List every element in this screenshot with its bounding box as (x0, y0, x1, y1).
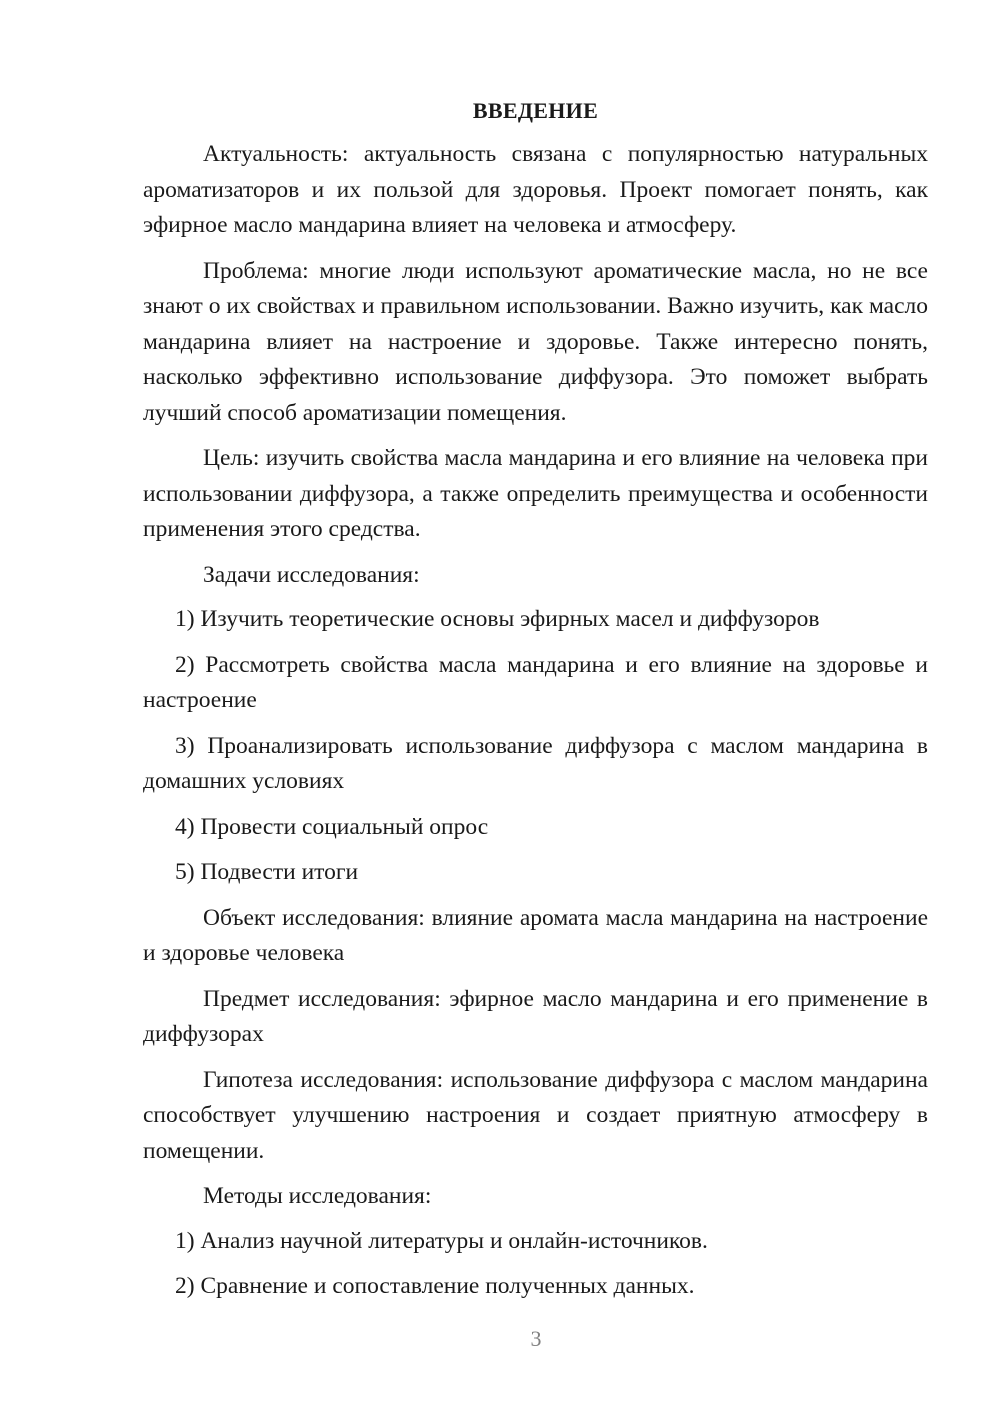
relevance-paragraph: Актуальность: актуальность связана с популярностью натуральных ароматизаторов и их пользой для здоровья. Проект помогает понять, как эфирное масло мандарина влияет на человека и атмосферу. (143, 141, 928, 238)
object-paragraph: Объект исследования: влияние аромата масла мандарина на настроение и здоровье человека (143, 904, 928, 966)
task-item: 5) Подвести итоги (175, 859, 359, 885)
task-item: 2) Рассмотреть свойства масла мандарина и его влияние на здоровье и настроение (143, 651, 928, 713)
tasks-heading: Задачи исследования: (203, 561, 420, 588)
methods-heading: Методы исследования: (203, 1183, 432, 1209)
method-item: 2) Сравнение и сопоставление полученных данных. (175, 1273, 695, 1299)
page-number: 3 (530, 1326, 542, 1351)
hypothesis-paragraph: Гипотеза исследования: использование диффузора с маслом мандарина способствует улучшению настроения и создает приятную атмосферу в помещении. (143, 1066, 928, 1164)
task-item: 1) Изучить теоретические основы эфирных масел и диффузоров (175, 606, 820, 632)
problem-paragraph: Проблема: многие люди используют ароматические масла, но не все знают о их свойствах и правильном использовании. Важно изучить, как масло мандарина влияет на настроение и здоровье. Также интересно понять, насколько эффективно использование диффузора. Это поможет выбрать лучший способ ароматизации помещения. (143, 257, 928, 426)
task-item: 3) Проанализировать использование диффузора с маслом мандарина в домашних условиях (143, 732, 928, 794)
subject-paragraph: Предмет исследования: эфирное масло мандарина и его применение в диффузорах (143, 985, 928, 1047)
method-item: 1) Анализ научной литературы и онлайн-источников. (175, 1227, 708, 1254)
page-content (143, 93, 928, 1315)
task-item: 4) Провести социальный опрос (175, 813, 489, 840)
goal-paragraph: Цель: изучить свойства масла мандарина и его влияние на человека при использовании диффузора, а также определить преимущества и особенности применения этого средства. (143, 445, 928, 542)
section-title: ВВЕДЕНИЕ (472, 98, 599, 123)
